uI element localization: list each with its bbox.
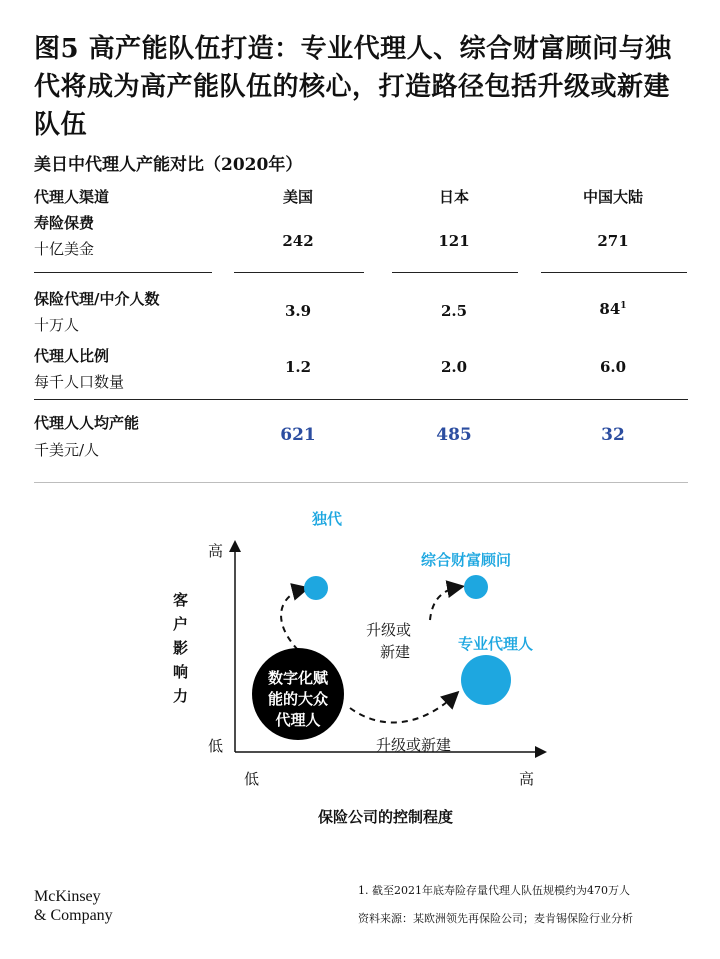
upgrade-label-line2: 新建 [380,643,411,661]
mass-agent-label-line3: 代理人 [275,711,321,729]
row-label-premium: 寿险保费 [34,214,95,232]
mass-agent-label-line1: 数字化赋 [267,669,328,687]
upgrade-label-line1: 升级或 [366,621,412,639]
row-label-agents: 保险代理/中介人数 [34,290,160,308]
wealth-advisor-label: 综合财富顾问 [421,551,512,569]
professional-agent-node [461,655,511,705]
divider [34,399,688,400]
mckinsey-logo [34,887,113,925]
row-unit-ratio: 每千人口数量 [34,373,125,391]
divider [34,272,212,273]
header-japan: 日本 [438,188,469,206]
footnote: 1. 截至2021年底寿险存量代理人队伍规模约为470万人 [358,884,630,897]
y-high-label: 高 [208,542,224,560]
row-label-ratio: 代理人比例 [34,347,110,365]
x-axis-title: 保险公司的控制程度 [318,808,454,826]
divider [392,272,518,273]
x-low-label: 低 [244,770,260,788]
path-to-independent [281,589,304,650]
cell-japan-productivity: 485 [436,425,472,445]
logo-line1: McKinsey [34,888,101,905]
cell-china-productivity: 32 [601,425,625,445]
cell-us-agents: 3.9 [284,302,312,320]
header-us: 美国 [282,188,313,206]
logo-line2: & Company [34,907,113,924]
cell-us-premium: 242 [282,232,314,250]
row-label-productivity: 代理人人均产能 [34,414,140,432]
independent-label: 独代 [312,510,343,528]
professional-agent-label: 专业代理人 [458,635,534,653]
source-note: 资料来源：某欧洲领先再保险公司；麦肯锡保险行业分析 [358,912,633,925]
mass-agent-label-line2: 能的大众 [267,690,328,708]
header-channel: 代理人渠道 [34,188,110,206]
cell-japan-agents: 2.5 [440,302,468,320]
table-title: 美日中代理人产能对比（2020年） [34,155,303,175]
upgrade-label-bottom: 升级或新建 [376,736,452,754]
mass-agent-label [252,668,344,731]
row-unit-productivity: 千美元/人 [34,441,100,459]
path-to-wealth-advisor [430,587,459,620]
cell-china-agents: $84^1$ [599,300,627,318]
row-unit-agents: 十万人 [34,316,80,334]
footnote-marker: 1 [620,301,627,311]
wealth-advisor-node [464,575,488,599]
cell-us-productivity: 621 [280,425,316,445]
independent-node [304,576,328,600]
cell-japan-premium: 121 [438,232,470,250]
divider [541,272,687,273]
y-low-label: 低 [208,737,224,755]
y-axis-title: 客户影响力 [173,591,189,705]
cell-japan-ratio: 2.0 [440,358,468,376]
section-divider [34,482,688,483]
cell-china-premium: 271 [597,232,629,250]
x-high-label: 高 [519,770,535,788]
cell-us-ratio: 1.2 [284,358,312,376]
page-title: 图5 高产能队伍打造：专业代理人、综合财富顾问与独代将成为高产能队伍的核心，打造路径包括升级或新建队伍 [34,34,672,140]
cell-china-ratio: 6.0 [599,358,627,376]
diagram-canvas [0,490,720,830]
path-to-professional-agent [350,695,455,723]
row-unit-premium: 十亿美金 [34,240,95,258]
header-china: 中国大陆 [582,188,643,206]
divider [234,272,364,273]
